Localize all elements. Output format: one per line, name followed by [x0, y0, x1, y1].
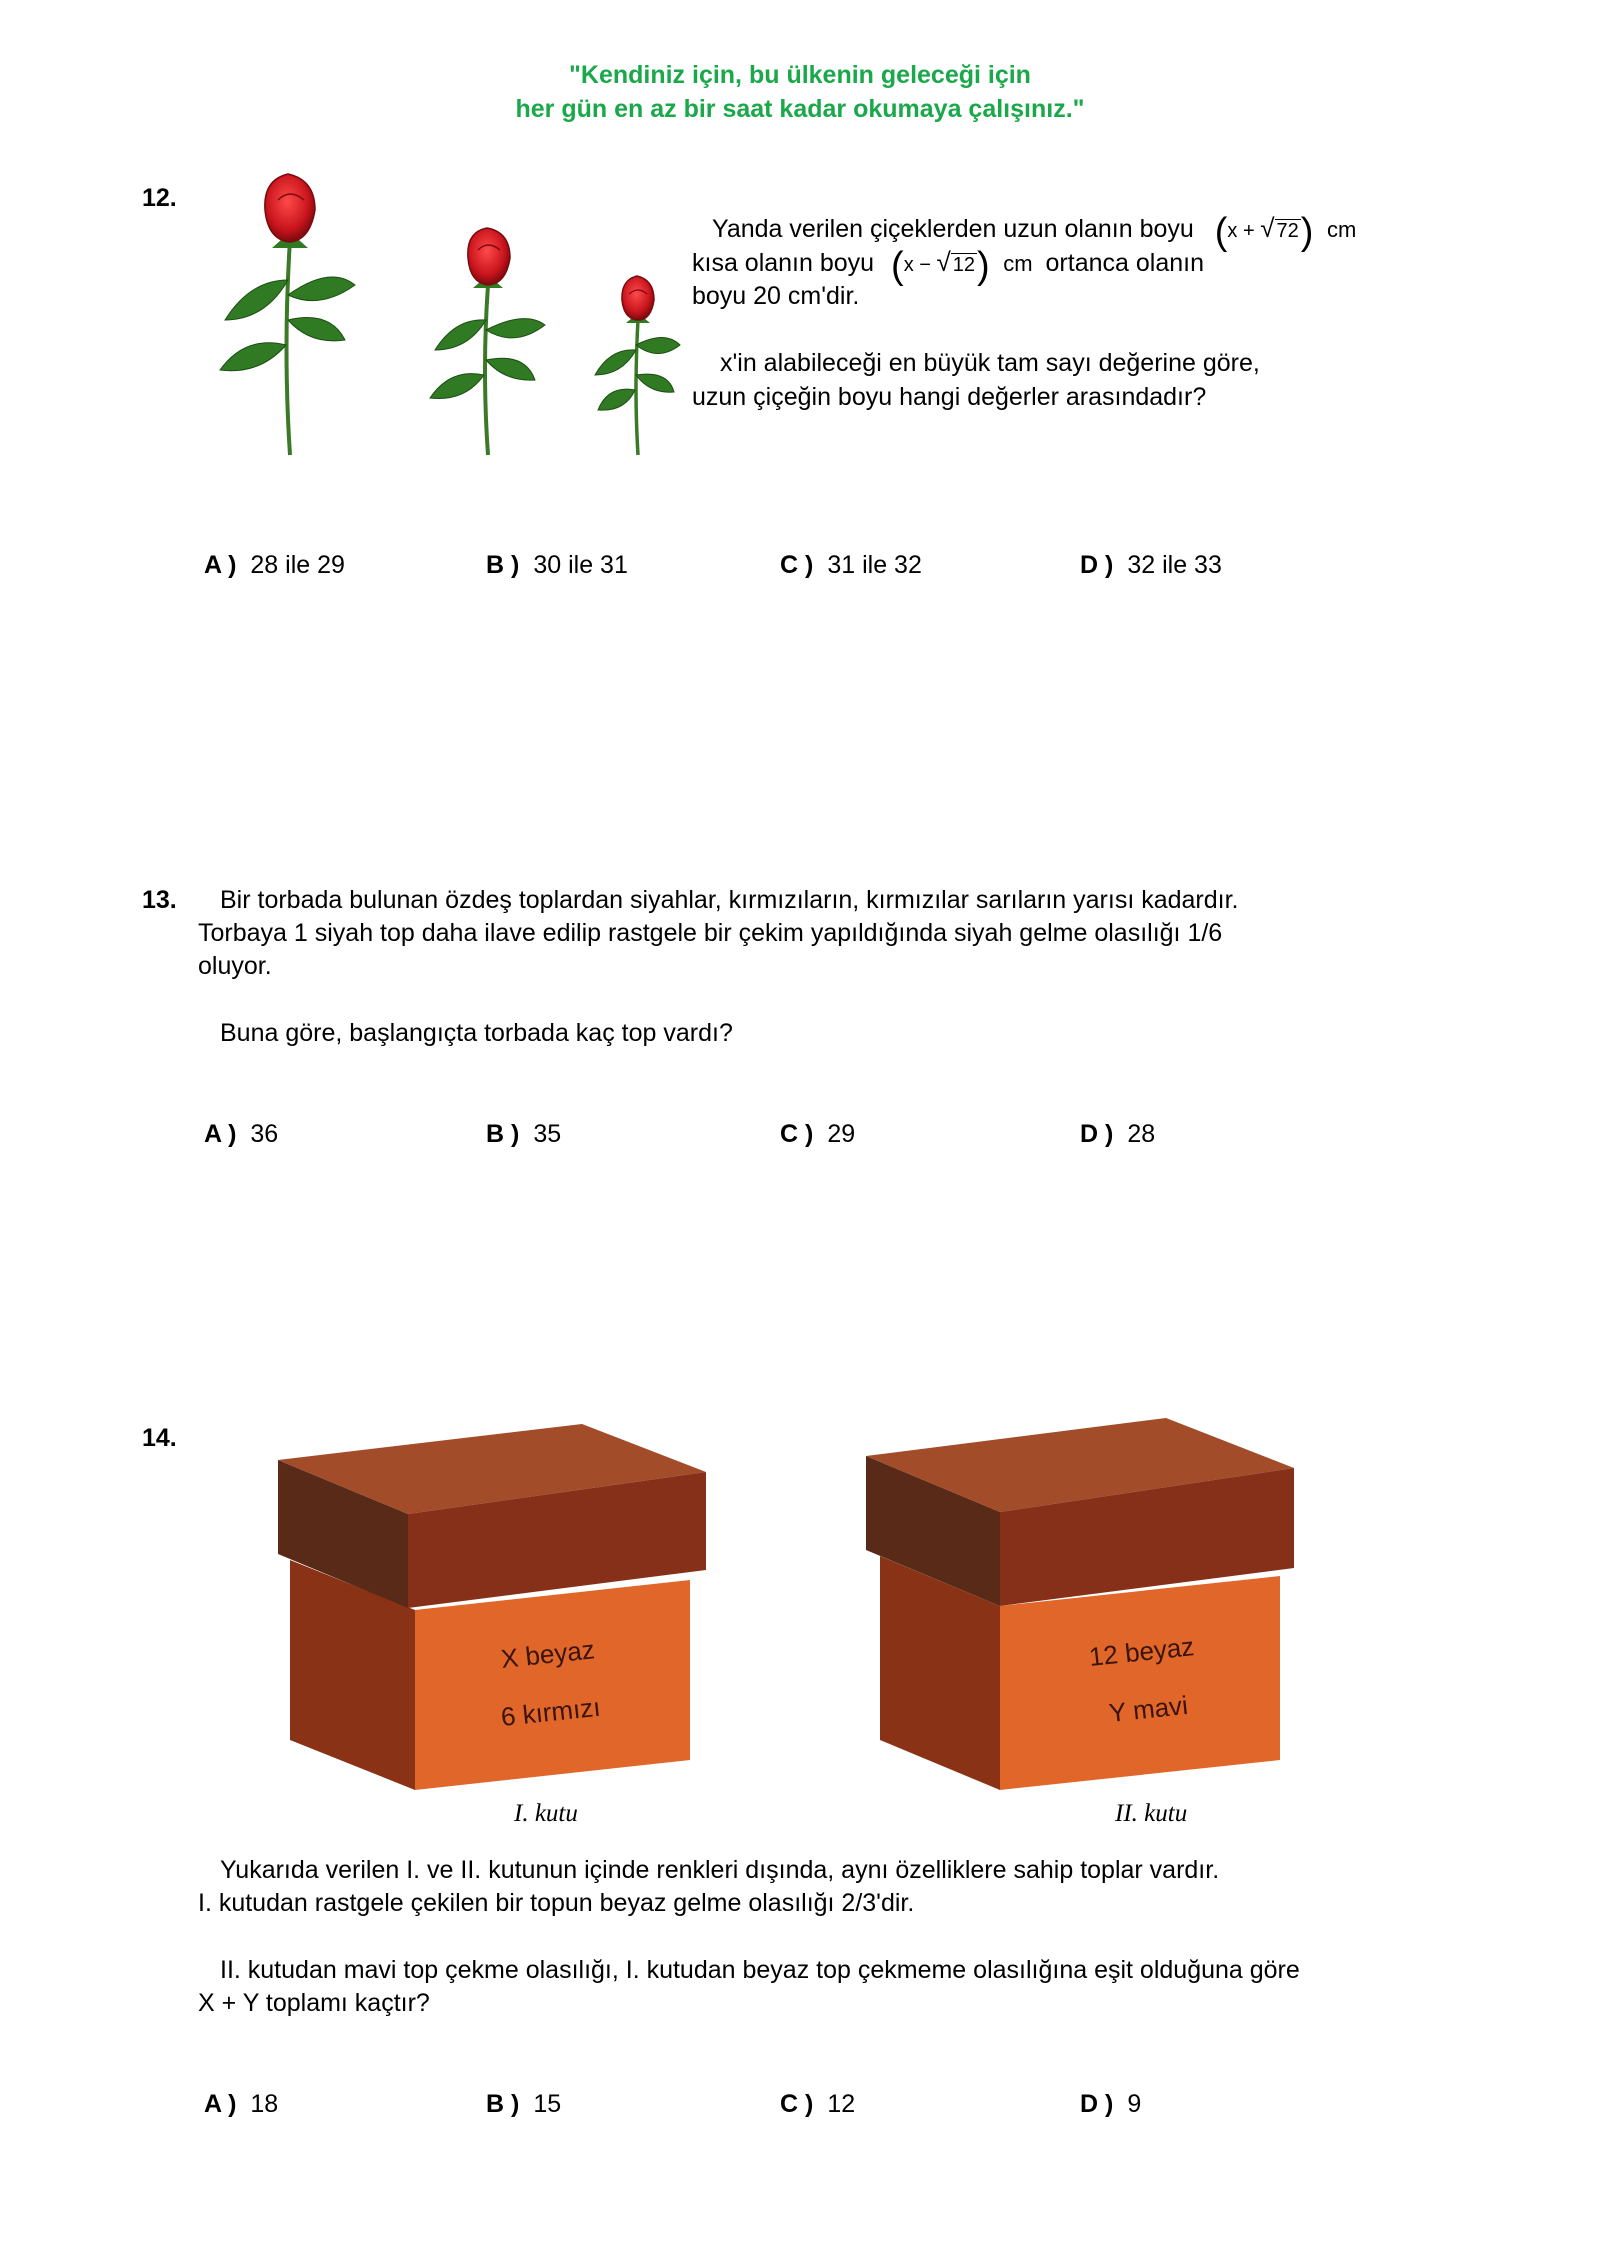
q12-question-line-2: uzun çiçeğin boyu hangi değerler arasındadır?: [692, 383, 1207, 411]
header-line-1: "Kendiniz için, bu ülkenin geleceği için: [569, 61, 1031, 89]
expr-long: (x + √ 72): [1214, 211, 1314, 253]
box-2-illustration: [860, 1416, 1310, 1796]
box-1-front: [415, 1580, 690, 1790]
question-13-number: 13.: [142, 886, 177, 914]
q13-line-2: Torbaya 1 siyah top daha ilave edilip rastgele bir çekim yapıldığında siyah gelme olasılığı 1/6: [198, 919, 1223, 947]
q13-line-1: Bir torbada bulunan özdeş toplardan siyahlar, kırmızıların, kırmızılar sarıların yarısı kadardır.: [220, 886, 1239, 914]
q13-option-c[interactable]: C ) 29: [780, 1120, 856, 1148]
rose-tall-icon: [220, 174, 355, 455]
question-12-number: 12.: [142, 184, 177, 212]
box-2-line-1: 12 beyaz: [1087, 1631, 1196, 1672]
box-1-illustration: [270, 1420, 720, 1800]
q14-line-1: Yukarıda verilen I. ve II. kutunun içinde renkleri dışında, aynı özelliklere sahip toplar vardır.: [220, 1856, 1220, 1884]
q14-line-2: I. kutudan rastgele çekilen bir topun beyaz gelme olasılığı 2/3'dir.: [198, 1889, 915, 1917]
q12-line-1: [712, 211, 1357, 253]
box-1-line-1: X beyaz: [499, 1634, 597, 1674]
q12-line-1-text: Yanda verilen çiçeklerden uzun olanın boyu: [712, 215, 1194, 243]
q12-option-c[interactable]: C ) 31 ile 32: [780, 551, 922, 579]
q13-question: Buna göre, başlangıçta torbada kaç top vardı?: [220, 1019, 733, 1047]
box-2-front: [1000, 1576, 1280, 1790]
rose-medium-icon: [430, 228, 545, 455]
q12-question-line-1: x'in alabileceği en büyük tam sayı değerine göre,: [720, 349, 1260, 377]
q14-option-d[interactable]: D ) 9: [1080, 2090, 1142, 2118]
q13-option-a[interactable]: A ) 36: [204, 1120, 279, 1148]
box-2-caption: II. kutu: [1115, 1800, 1188, 1827]
q14-question-line-1: II. kutudan mavi top çekme olasılığı, I. kutudan beyaz top çekmeme olasılığına eşit olduğuna göre: [220, 1956, 1300, 1984]
q12-line-2-post: ortanca olanın: [1045, 249, 1204, 277]
unit-short: cm: [1003, 251, 1033, 276]
box-2-line-2: Y mavi: [1107, 1689, 1190, 1728]
q12-line-3: boyu 20 cm'dir.: [692, 282, 860, 310]
unit-long: cm: [1326, 217, 1357, 242]
q14-question-line-2: X + Y toplamı kaçtır?: [198, 1989, 430, 2017]
box-1-line-2: 6 kırmızı: [499, 1691, 602, 1732]
q13-option-b[interactable]: B ) 35: [486, 1120, 562, 1148]
expr-short: (x − √ 12): [891, 245, 990, 287]
q14-option-c[interactable]: C ) 12: [780, 2090, 856, 2118]
q13-line-3: oluyor.: [198, 952, 272, 980]
q12-line-2: [692, 245, 1204, 287]
box-1-caption: I. kutu: [514, 1800, 578, 1827]
q12-option-d[interactable]: D ) 32 ile 33: [1080, 551, 1222, 579]
rose-short-icon: [595, 276, 680, 455]
q12-option-b[interactable]: B ) 30 ile 31: [486, 551, 628, 579]
header-line-2: her gün en az bir saat kadar okumaya çalışınız.": [515, 95, 1085, 123]
header-quote: [0, 58, 1600, 126]
roses-illustration: [180, 170, 700, 470]
q14-option-a[interactable]: A ) 18: [204, 2090, 279, 2118]
q12-option-a[interactable]: A ) 28 ile 29: [204, 551, 345, 579]
q12-line-2-pre: kısa olanın boyu: [692, 249, 875, 277]
q13-option-d[interactable]: D ) 28: [1080, 1120, 1156, 1148]
question-14-number: 14.: [142, 1424, 177, 1452]
q14-option-b[interactable]: B ) 15: [486, 2090, 562, 2118]
